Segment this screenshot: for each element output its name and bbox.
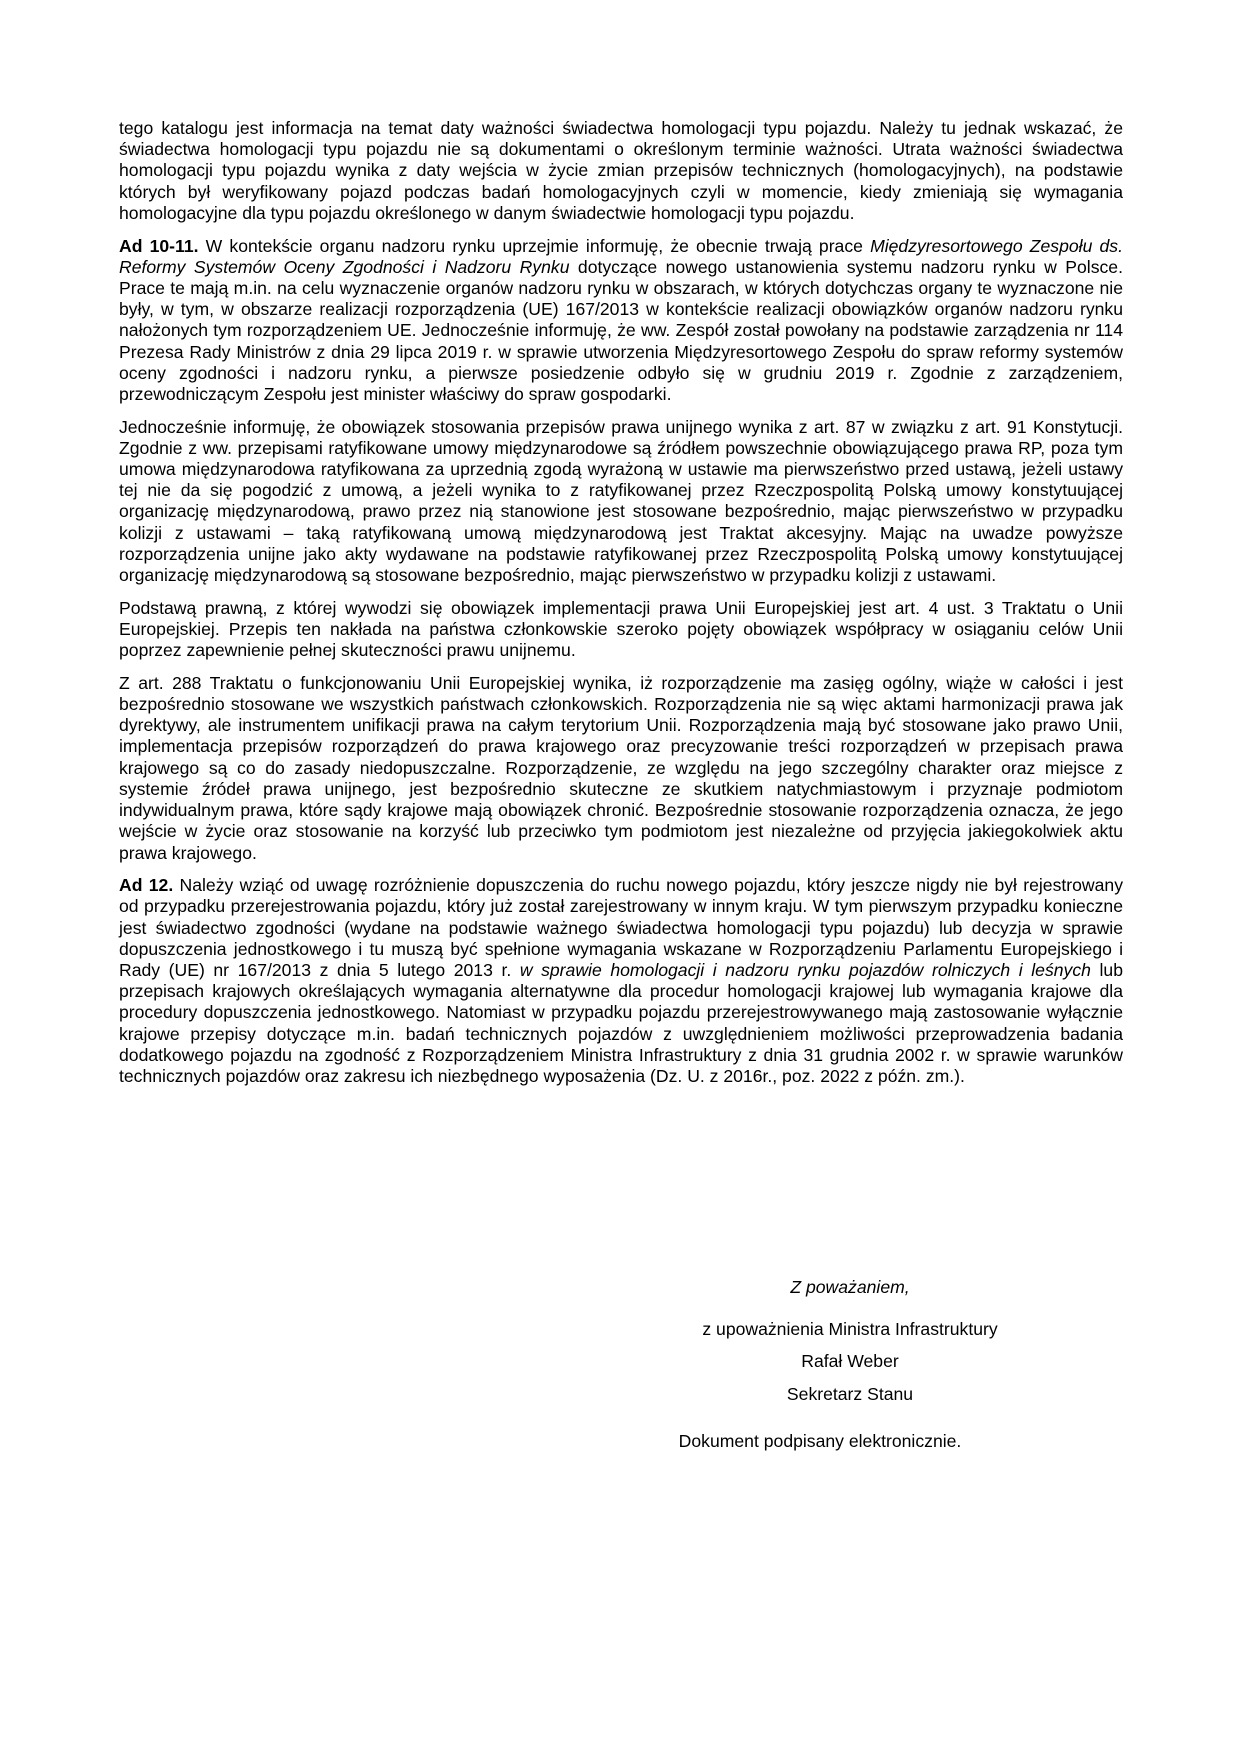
closing-salutation: Z poważaniem, — [790, 1277, 910, 1297]
paragraph — [119, 598, 1123, 662]
paragraph-text: Jednocześnie informuję, że obowiązek stosowania przepisów prawa unijnego wynika z art. 87 w związku z art. 91 Konstytucji. Zgodnie z ww. przepisami ratyfikowane umowy międzynarodowe są źródłem powszechnie obowiązującego prawa RP, poza tym umowa międzynarodowa ratyfikowana za uprzednią zgodą wyrażoną w ustawie ma pierwszeństwo przed ustawą, jeżeli ustawy tej nie da się pogodzić z umową, a jeżeli wynika to z ratyfikowanej przez Rzeczpospolitą Polską umowy konstytuującej organizację międzynarodową, prawo przez nią stanowione jest stosowane bezpośrednio, mając pierwszeństwo w przypadku kolizji z ustawami – taką ratyfikowaną umową międzynarodową jest Traktat akcesyjny. Mając na uwadze powyższe rozporządzenia unijne jako akty wydawane na podstawie ratyfikowanej przez Rzeczpospolitą Polską umowy konstytuującej organizację międzynarodową są stosowane bezpośrednio, mając pierwszeństwo w przypadku kolizji z ustawami. — [119, 416, 1123, 586]
paragraph-lead: Ad 12. — [119, 875, 174, 896]
letter-body — [119, 118, 1123, 1099]
paragraph — [119, 875, 1123, 1087]
paragraph — [119, 673, 1123, 864]
signatory-name: Rafał Weber — [801, 1351, 899, 1371]
paragraph-text: dotyczące nowego ustanowienia systemu nadzoru rynku w Polsce. Prace te mają m.in. na celu wyznaczenie organów nadzoru rynku w obszarach, w których dotychczas organy te wyznaczone nie były, w tym, w obszarze realizacji rozporządzenia (UE) 167/2013 w kontekście realizacji obowiązków organów nadzoru rynku nałożonych tym rozporządzeniem UE. Jednocześnie informuję, że ww. Zespół został powołany na podstawie zarządzenia nr 114 Prezesa Rady Ministrów z dnia 29 lipca 2019 r. w sprawie utworzenia Międzyresortowego Zespołu do spraw reformy systemów oceny zgodności i nadzoru rynku, a pierwsze posiedzenie odbyło się w grudniu 2019 r. Zgodnie z zarządzeniem, przewodniczącym Zespołu jest minister właściwy do spraw gospodarki. — [119, 256, 1123, 404]
paragraph-text: Z art. 288 Traktatu o funkcjonowaniu Unii Europejskiej wynika, iż rozporządzenie ma zasięg ogólny, wiąże w całości i jest bezpośrednio stosowane we wszystkich państwach członkowskich. Rozporządzenia nie są więc aktami harmonizacji prawa jak dyrektywy, ale instrumentem unifikacji prawa na całym terytorium Unii. Rozporządzenia mają być stosowane jako prawo Unii, implementacja przepisów rozporządzeń do prawa krajowego oraz precyzowanie treści rozporządzeń w przepisach prawa krajowego są co do zasady niedopuszczalne. Rozporządzenie, ze względu na jego szczególny charakter oraz miejsce z systemie źródeł prawa unijnego, jest bezpośrednio skuteczne ze skutkiem natychmiastowym i przyznaje podmiotom indywidualnym prawa, które sądy krajowe mają obowiązek chronić. Bezpośrednie stosowanie rozporządzenia oznacza, że jego wejście w życie oraz stosowanie na korzyść lub przeciwko tym podmiotom jest niezależne od przyjęcia jakiegokolwiek aktu prawa krajowego. — [119, 672, 1123, 863]
paragraph-text: Należy wziąć od uwagę rozróżnienie dopuszczenia do ruchu nowego pojazdu, który jeszcze nigdy nie był rejestrowany od przypadku przerejestrowania pojazdu, który już został zarejestrowany w innym kraju. W tym pierwszym przypadku konieczne jest świadectwo zgodności (wydane na podstawie ważnego świadectwa homologacji typu pojazdu) lub decyzja w sprawie dopuszczenia jednostkowego i tu muszą być spełnione wymagania wskazane w Rozporządzeniu Parlamentu Europejskiego i Rady (UE) nr 167/2013 z dnia 5 lutego 2013 r. — [119, 875, 1123, 981]
paragraph-text: lub przepisach krajowych określających wymagania alternatywne dla procedur homologacji krajowej lub wymagania krajowe dla procedury dopuszczenia jednostkowego. Natomiast w przypadku pojazdu przerejestrowywanego mają zastosowanie wyłącznie krajowe przepisy dotyczące m.in. badań technicznych pojazdów z uwzględnieniem możliwości przeprowadzenia badania dodatkowego pojazdu na zgodność z Rozporządzeniem Ministra Infrastruktury z dnia 31 grudnia 2002 r. w sprawie warunków technicznych pojazdów oraz zakresu ich niezbędnego wyposażenia (Dz. U. z 2016r., poz. 2022 z późn. zm.). — [119, 960, 1124, 1087]
paragraph-lead: Ad 10-11. — [119, 235, 199, 256]
paragraph-text: tego katalogu jest informacja na temat daty ważności świadectwa homologacji typu pojazdu. Należy tu jednak wskazać, że świadectwa homologacji typu pojazdu nie są dokumentami o określonym terminie ważności. Utrata ważności świadectwa homologacji typu pojazdu wynika z daty wejścia w życie zmian przepisów technicznych (homologacyjnych), na podstawie których był weryfikowany pojazd podczas badań homologacyjnych czyli w momencie, kiedy zmieniają się wymagania homologacyjne dla typu pojazdu określonego w danym świadectwie homologacji typu pojazdu. — [119, 118, 1123, 223]
paragraph — [119, 417, 1123, 587]
paragraph-text: Podstawą prawną, z której wywodzi się obowiązek implementacji prawa Unii Europejskiej jest art. 4 ust. 3 Traktatu o Unii Europejskiej. Przepis ten nakłada na państwa członkowskie szeroko pojęty obowiązek współpracy w osiąganiu celów Unii poprzez zapewnienie pełnej skuteczności prawu unijnemu. — [119, 597, 1123, 661]
electronic-signature-note: Dokument podpisany elektronicznie. — [678, 1431, 962, 1451]
paragraph-text: W kontekście organu nadzoru rynku uprzejmie informuję, że obecnie trwają prace — [198, 235, 871, 256]
paragraph — [119, 118, 1123, 224]
paragraph — [119, 236, 1123, 406]
closing-authority: z upoważnienia Ministra Infrastruktury — [702, 1319, 998, 1339]
paragraph-text: w sprawie homologacji i nadzoru rynku pojazdów rolniczych i leśnych — [519, 960, 1091, 981]
signatory-position: Sekretarz Stanu — [786, 1384, 914, 1404]
paragraph-text: Międzyresortowego Zespołu ds. Reformy Systemów Oceny Zgodności i Nadzoru Rynku — [119, 235, 1123, 277]
